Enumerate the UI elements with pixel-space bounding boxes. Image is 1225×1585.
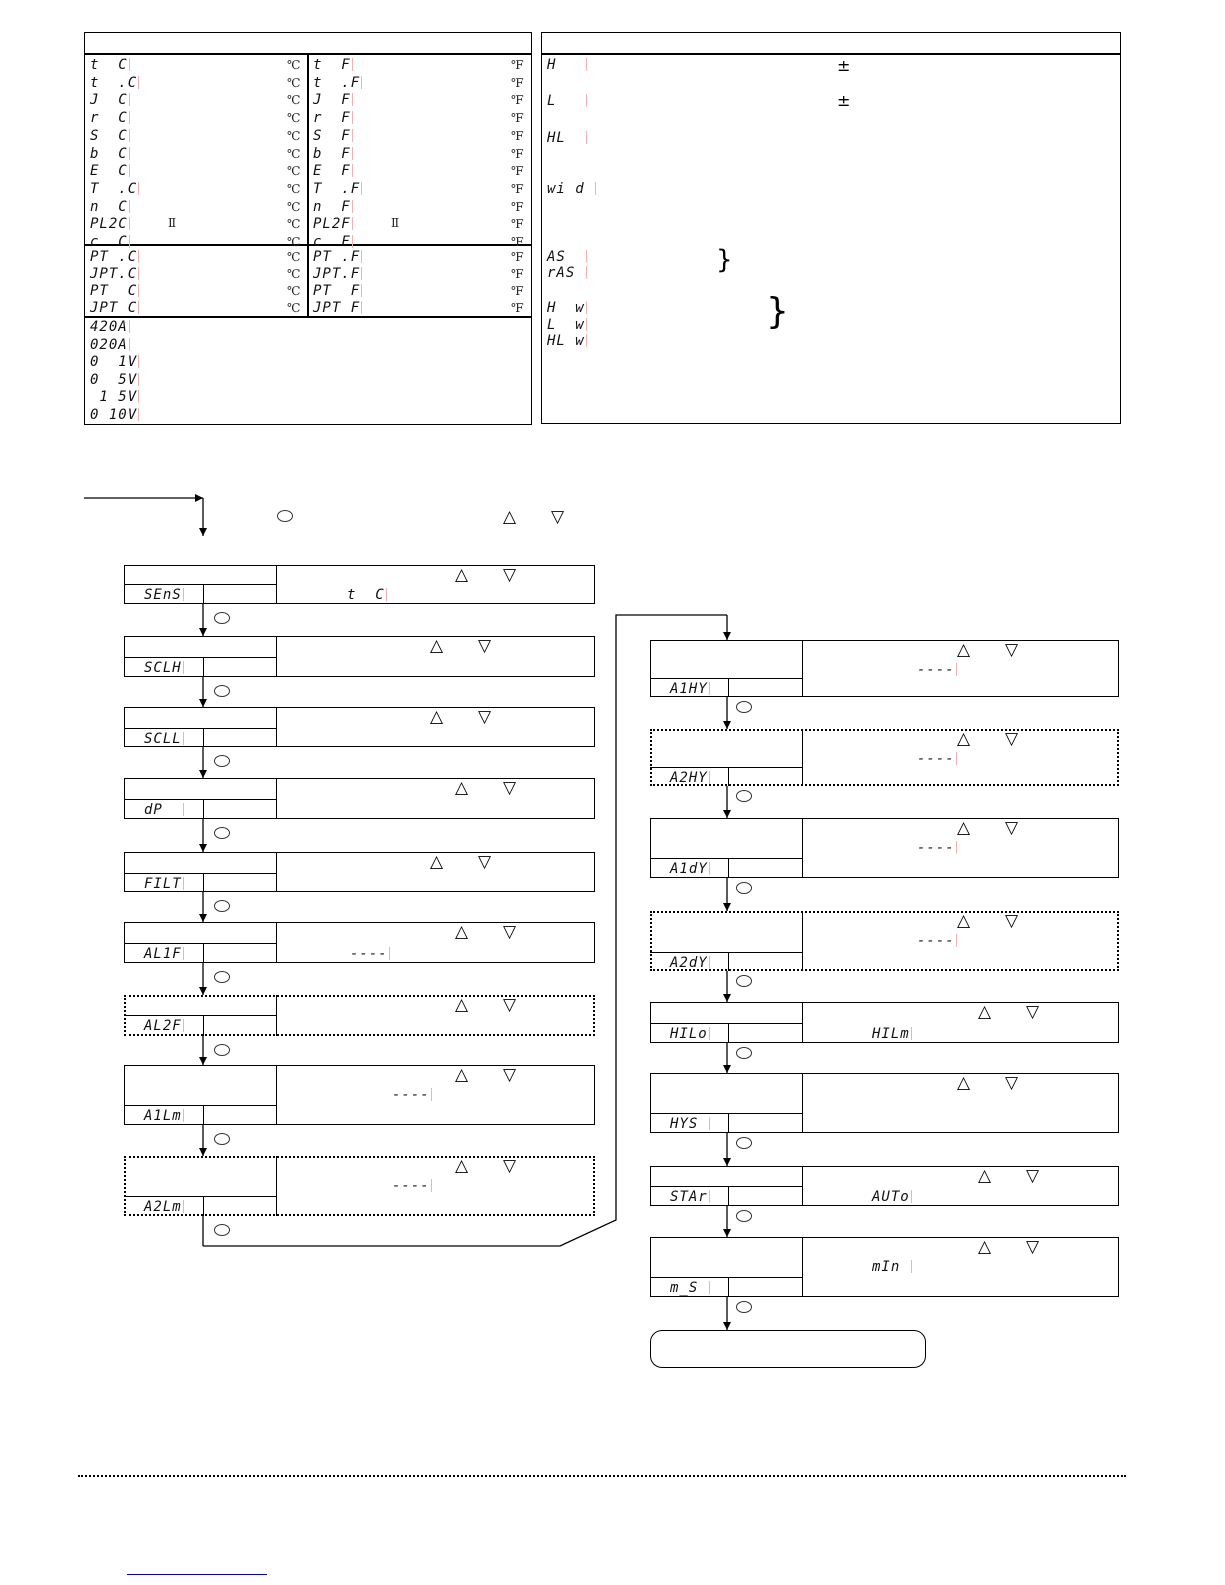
box-divider [728,952,729,971]
down-key-icon: ▽ [478,852,492,872]
thermocouple-code-f: c F [313,234,351,250]
rotate-key-icon [214,685,230,697]
unit-fahrenheit: ℉ [511,146,524,161]
box-divider [650,1023,802,1024]
unit-fahrenheit: ℉ [511,199,524,214]
box-divider [728,767,729,786]
box-divider [650,767,802,768]
alarm-mode-code: L w [547,317,585,333]
box-divider [124,657,276,658]
flow-end-box [650,1330,926,1368]
parameter-code: STAr [670,1189,708,1205]
parameter-code: SCLL [144,731,182,747]
down-key-icon: ▽ [1026,1237,1040,1257]
alarm-mode-code: HL [547,130,585,146]
box-divider [802,911,803,971]
arrowhead-icon [199,699,207,707]
arrowhead-icon [723,994,731,1002]
box-divider [203,657,204,677]
unit-celsius: ℃ [287,217,301,232]
parameter-code: dP [144,802,182,818]
rotate-key-icon [736,1047,752,1059]
box-divider [728,1023,729,1043]
parameter-code: AL1F [144,946,182,962]
up-key-icon: △ [957,729,971,749]
rotate-key-icon [214,1133,230,1145]
box-divider [650,1113,802,1114]
thermocouple-code-f: E F [313,163,351,180]
alarm-mode-code: HL w [547,333,585,349]
rtd-code-f: JPT F [313,300,361,316]
down-key-icon: ▽ [551,507,565,527]
arrowhead-icon [723,1158,731,1166]
up-key-icon: △ [455,1065,469,1085]
unit-celsius: ℃ [287,58,301,72]
arrowhead-icon [723,721,731,729]
box-divider [650,1277,802,1278]
unit-fahrenheit: ℉ [511,235,524,249]
rotate-key-icon [214,827,230,839]
box-divider [203,1196,204,1216]
flow-step-A2dY [650,911,1119,971]
arrowhead-icon [199,987,207,995]
arrowhead-icon [199,1057,207,1065]
box-divider [728,1186,729,1206]
thermocouple-code-f: n F [313,198,351,215]
thermocouple-code-c: b C [90,145,128,162]
rtd-code-c: PT .C [90,249,138,265]
box-divider [124,1196,276,1197]
box-divider [650,1186,802,1187]
box-divider [124,728,276,729]
flow-step-HYS [650,1073,1119,1133]
footer-link-underline [127,1574,267,1575]
down-key-icon: ▽ [1005,911,1019,931]
box-divider [124,584,276,585]
down-key-icon: ▽ [503,778,517,798]
unit-fahrenheit: ℉ [511,75,524,90]
unit-celsius: ℃ [287,235,301,249]
unit-fahrenheit: ℉ [511,164,524,179]
box-divider [203,943,204,963]
rotate-key-icon [736,882,752,894]
down-key-icon: ▽ [1005,729,1019,749]
up-key-icon: △ [503,507,517,527]
rtd-code-c: JPT C [90,300,138,316]
rtd-code-f: PT .F [313,249,361,265]
up-key-icon: △ [978,1237,992,1257]
flow-step-SCLL [124,707,595,747]
thermocouple-code-f: J F [313,92,351,109]
rotate-key-icon [214,1224,230,1236]
default-value: HILm [872,1026,910,1042]
box-divider [728,1277,729,1297]
alarm-mode-code: wi d [547,181,595,197]
parameter-code: SEnS [144,587,182,603]
box-divider [802,1166,803,1206]
parameter-code: A1Lm [144,1108,182,1124]
parameter-code: A1dY [670,861,708,877]
unit-celsius: ℃ [287,111,301,126]
rtd-code-c: PT C [90,283,138,299]
parameter-code: A2HY [670,770,708,786]
box-divider [203,584,204,604]
linear-input-code: 0 10V [90,406,138,423]
up-key-icon: △ [957,1073,971,1093]
down-key-icon: ▽ [1026,1002,1040,1022]
default-value: mIn [872,1259,910,1275]
box-divider [276,922,277,963]
rotate-key-icon [214,900,230,912]
alarm-mode-code: H [547,57,585,73]
rotate-key-icon [214,1044,230,1056]
box-divider [802,1073,803,1133]
default-value: ---- [350,946,388,962]
down-key-icon: ▽ [503,922,517,942]
unit-celsius: ℃ [287,146,301,161]
rotate-key-icon [736,1301,752,1313]
unit-fahrenheit: ℉ [511,93,524,108]
parameter-code: FILT [144,876,182,892]
thermocouple-code-f: t .F [313,74,361,91]
flow-step-A1dY [650,818,1119,878]
arrowhead-icon [199,1148,207,1156]
box-divider [728,858,729,878]
linear-input-code: 0 5V [90,371,138,388]
thermocouple-code-c: t C [90,57,128,73]
box-divider [276,852,277,892]
thermocouple-code-c: T .C [90,180,138,197]
up-key-icon: △ [978,1166,992,1186]
up-key-icon: △ [455,1156,469,1176]
arrowhead-icon [723,810,731,818]
unit-celsius: ℃ [287,128,301,143]
plus-minus-symbol: ± [837,56,851,75]
thermocouple-code-f: T .F [313,180,361,197]
down-key-icon: ▽ [503,995,517,1015]
unit-fahrenheit: ℉ [511,128,524,143]
default-value: ---- [917,662,955,678]
rotate-key-icon [214,755,230,767]
arrowhead-icon [199,770,207,778]
parameter-code: HYS [670,1116,708,1132]
unit-celsius: ℃ [287,199,301,214]
rotate-key-icon [736,790,752,802]
thermocouple-code-f: PL2F [313,216,351,233]
thermocouple-code-c: c C [90,234,128,250]
thermocouple-code-c: J C [90,92,128,109]
box-divider [276,995,277,1036]
box-divider [203,1015,204,1036]
default-value: AUTo [872,1189,910,1205]
plus-minus-symbol: ± [837,91,851,110]
box-divider [124,1105,276,1106]
up-key-icon: △ [430,852,444,872]
alarm-mode-code: AS [547,249,585,265]
down-key-icon: ▽ [1005,1073,1019,1093]
arrowhead-icon [199,628,207,636]
down-key-icon: ▽ [503,1065,517,1085]
alarm-mode-code: L [547,93,585,109]
unit-fahrenheit: ℉ [511,284,524,298]
unit-celsius: ℃ [287,164,301,179]
box-divider [802,640,803,697]
box-divider [802,729,803,786]
box-divider [276,778,277,819]
arrowhead-icon [199,844,207,852]
thermocouple-code-c: E C [90,163,128,180]
thermocouple-code-f: S F [313,127,351,144]
parameter-code: m_S [670,1280,708,1296]
up-key-icon: △ [957,911,971,931]
unit-celsius: ℃ [287,75,301,90]
box-divider [802,1237,803,1297]
type-mark: Ⅱ [168,216,177,231]
down-key-icon: ▽ [478,636,492,656]
box-divider [650,678,802,679]
parameter-code: HILo [670,1026,708,1042]
flow-step-A1HY [650,640,1119,697]
linear-input-code: 020A [90,336,128,353]
arrowhead-icon [199,528,207,536]
rotate-key-icon [736,975,752,987]
linear-input-code: 0 1V [90,354,138,370]
unit-fahrenheit: ℉ [511,181,524,196]
default-value: ---- [392,1087,430,1103]
rotate-key-icon [736,701,752,713]
thermocouple-code-f: b F [313,145,351,162]
box-divider [276,565,277,604]
down-key-icon: ▽ [1005,818,1019,838]
parameter-code: AL2F [144,1018,182,1034]
box-divider [802,818,803,878]
type-mark: Ⅱ [391,216,400,231]
brace-symbol: } [766,291,789,332]
up-key-icon: △ [430,707,444,727]
box-divider [276,636,277,677]
rotate-key-icon [736,1210,752,1222]
unit-fahrenheit: ℉ [511,217,524,232]
box-divider [276,1065,277,1125]
arrowhead-icon [723,1065,731,1073]
thermocouple-code-c: S C [90,127,128,144]
footer-dotted-rule [78,1475,1126,1477]
linear-input-code: 1 5V [90,389,138,405]
up-key-icon: △ [455,778,469,798]
unit-celsius: ℃ [287,267,301,281]
parameter-code: A2Lm [144,1199,182,1215]
box-divider [124,943,276,944]
arrowhead-icon [195,494,203,502]
unit-fahrenheit: ℉ [511,301,524,315]
up-key-icon: △ [978,1002,992,1022]
arrowhead-icon [199,914,207,922]
rotate-key-icon [214,971,230,983]
box-divider [203,873,204,892]
default-value: ---- [917,933,955,949]
box-divider [650,952,802,953]
alarm-mode-code: rAS [547,265,585,281]
box-divider [802,1002,803,1043]
box-divider [276,1156,277,1216]
unit-fahrenheit: ℉ [511,267,524,281]
arrowhead-icon [723,1229,731,1237]
thermocouple-code-f: r F [313,110,351,127]
parameter-code: A1HY [670,681,708,697]
flow-step-A1Lm [124,1065,595,1125]
down-key-icon: ▽ [503,565,517,585]
unit-celsius: ℃ [287,181,301,196]
box-divider [728,1113,729,1133]
thermocouple-code-c: PL2C [90,216,128,233]
up-key-icon: △ [430,636,444,656]
box-divider [203,799,204,819]
rtd-code-f: JPT.F [313,266,361,282]
up-key-icon: △ [455,922,469,942]
down-key-icon: ▽ [1005,640,1019,660]
box-divider [124,799,276,800]
flow-step-FILT [124,852,595,892]
box-divider [728,678,729,697]
rotate-key-icon [214,612,230,624]
arrowhead-icon [723,1322,731,1330]
default-value: ---- [392,1178,430,1194]
down-key-icon: ▽ [478,707,492,727]
default-value: ---- [917,840,955,856]
unit-fahrenheit: ℉ [511,250,524,264]
thermocouple-code-c: n C [90,198,128,215]
thermocouple-code-f: t F [313,57,351,73]
thermocouple-code-c: r C [90,110,128,127]
unit-fahrenheit: ℉ [511,58,524,72]
box-divider [650,858,802,859]
arrowhead-icon [723,903,731,911]
rotate-key-icon [277,510,293,522]
thermocouple-code-c: t .C [90,74,138,91]
box-divider [124,1015,276,1016]
rtd-code-c: JPT.C [90,266,138,282]
unit-celsius: ℃ [287,301,301,315]
up-key-icon: △ [957,640,971,660]
box-divider [203,728,204,747]
alarm-mode-code: H w [547,300,585,316]
flow-step-A2HY [650,729,1119,786]
up-key-icon: △ [957,818,971,838]
rotate-key-icon [736,1137,752,1149]
unit-celsius: ℃ [287,93,301,108]
parameter-code: A2dY [670,955,708,971]
unit-celsius: ℃ [287,250,301,264]
default-value: t C [347,587,385,603]
default-value: ---- [917,751,955,767]
box-divider [124,873,276,874]
box-divider [203,1105,204,1125]
up-key-icon: △ [455,565,469,585]
down-key-icon: ▽ [503,1156,517,1176]
flow-step-A2Lm [124,1156,595,1216]
down-key-icon: ▽ [1026,1166,1040,1186]
box-divider [276,707,277,747]
unit-fahrenheit: ℉ [511,111,524,126]
up-key-icon: △ [455,995,469,1015]
rtd-code-f: PT F [313,283,361,299]
brace-symbol: } [716,245,733,275]
parameter-code: SCLH [144,660,182,676]
arrowhead-icon [723,632,731,640]
unit-celsius: ℃ [287,284,301,298]
linear-input-code: 420A [90,319,128,335]
